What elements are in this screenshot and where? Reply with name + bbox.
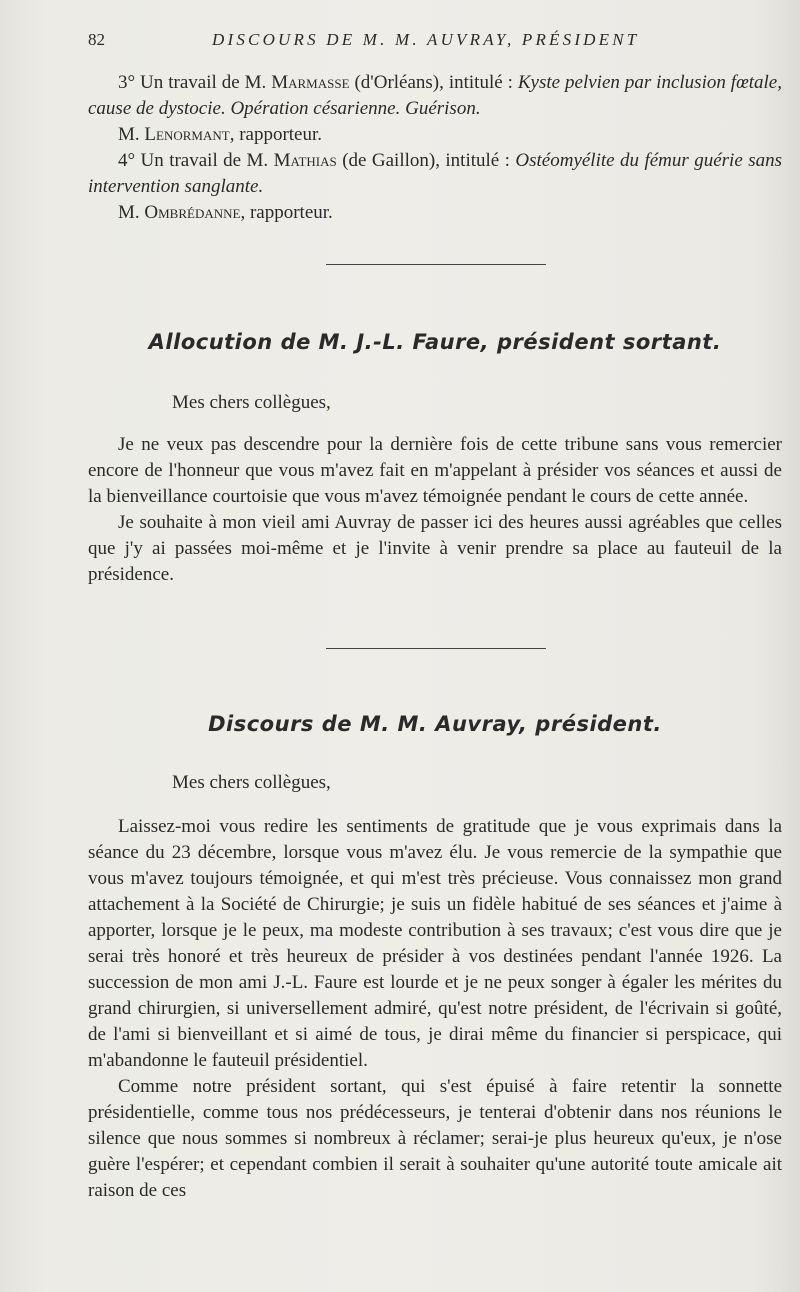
reporter-line: M. Lenormant, rapporteur. bbox=[118, 124, 323, 145]
paragraph: Comme notre président sortant, qui s'est épuisé à faire retentir la sonnette présidentielle, comme tous nos prédécesseurs, je tenterai d'obtenir dans nos réunions le silence que nous sommes si nombreux à réclamer; serai-je plus heureux qu'eux, je n'ose guère l'espérer; et cependant combien il serait à souhaiter qu'une autorité toute amicale ait raison de ces bbox=[88, 1076, 782, 1201]
allocution-body bbox=[88, 432, 782, 588]
allocution-heading: Allocution de M. J.-L. Faure, président sortant. bbox=[148, 330, 722, 354]
work-title: Ostéomyélite du fémur guérie sans intervention sanglante. bbox=[88, 150, 782, 197]
author-name: Mathias bbox=[273, 150, 337, 171]
author-name: Marmasse bbox=[271, 72, 350, 93]
work-item-3: 3° Un travail de M. Marmasse (d'Orléans), intitulé : Kyste pelvien par inclusion fœtale, cause de dystocie. Opération césarienne. Guérison. bbox=[88, 72, 782, 119]
reporter-line: M. Ombrédanne, rapporteur. bbox=[118, 202, 333, 223]
paragraph: Je ne veux pas descendre pour la dernière fois de cette tribune sans vous remercier encore de l'honneur que vous m'avez fait en m'appelant à présider vos séances et aussi de la bienveillance courtoisie que vous m'avez témoignée pendant le cours de cette année. bbox=[88, 434, 782, 507]
reporter-name: Lenormant bbox=[144, 124, 230, 145]
running-title: DISCOURS DE M. M. AUVRAY, PRÉSIDENT bbox=[212, 30, 640, 49]
page-number: 82 bbox=[88, 30, 105, 49]
discours-greeting: Mes chers collègues, bbox=[172, 772, 331, 793]
work-title: Kyste pelvien par inclusion fœtale, cause de dystocie. Opération césarienne. Guérison. bbox=[88, 72, 782, 119]
work-item-4: 4° Un travail de M. Mathias (de Gaillon), intitulé : Ostéomyélite du fémur guérie sans intervention sanglante. bbox=[88, 150, 782, 197]
work-list bbox=[88, 70, 782, 226]
section-divider bbox=[326, 264, 546, 265]
paragraph: Laissez-moi vous redire les sentiments de gratitude que je vous exprimais dans la séance du 23 décembre, lorsque vous m'avez élu. Je vous remercie de la sympathie que vous m'avez toujours témoignée, et qui m'est très précieuse. Vous connaissez mon grand attachement à la Société de Chirurgie; je suis un fidèle habitué de ses séances et j'aime à apporter, lorsque je le peux, ma modeste contribution à ses travaux; c'est vous dire que je serai très honoré et très heureux de présider à vos destinées pendant l'année 1926. La succession de mon ami J.-L. Faure est lourde et je ne peux songer à égaler les mérites du grand chirurgien, si universellement admiré, qu'est notre président, de l'écrivain si goûté, de l'ami si bienveillant et si aimé de tous, je dirai même du financier si perspicace, qui m'abandonne le fauteuil présidentiel. bbox=[88, 816, 782, 1071]
section-divider bbox=[326, 648, 546, 649]
discours-heading: Discours de M. M. Auvray, président. bbox=[208, 712, 662, 736]
discours-body bbox=[88, 814, 782, 1204]
allocution-greeting: Mes chers collègues, bbox=[172, 392, 331, 413]
reporter-name: Ombrédanne bbox=[144, 202, 241, 223]
paragraph: Je souhaite à mon vieil ami Auvray de passer ici des heures aussi agréables que celles que j'y ai passées moi-même et je l'invite à venir prendre sa place au fauteuil de la présidence. bbox=[88, 512, 782, 585]
